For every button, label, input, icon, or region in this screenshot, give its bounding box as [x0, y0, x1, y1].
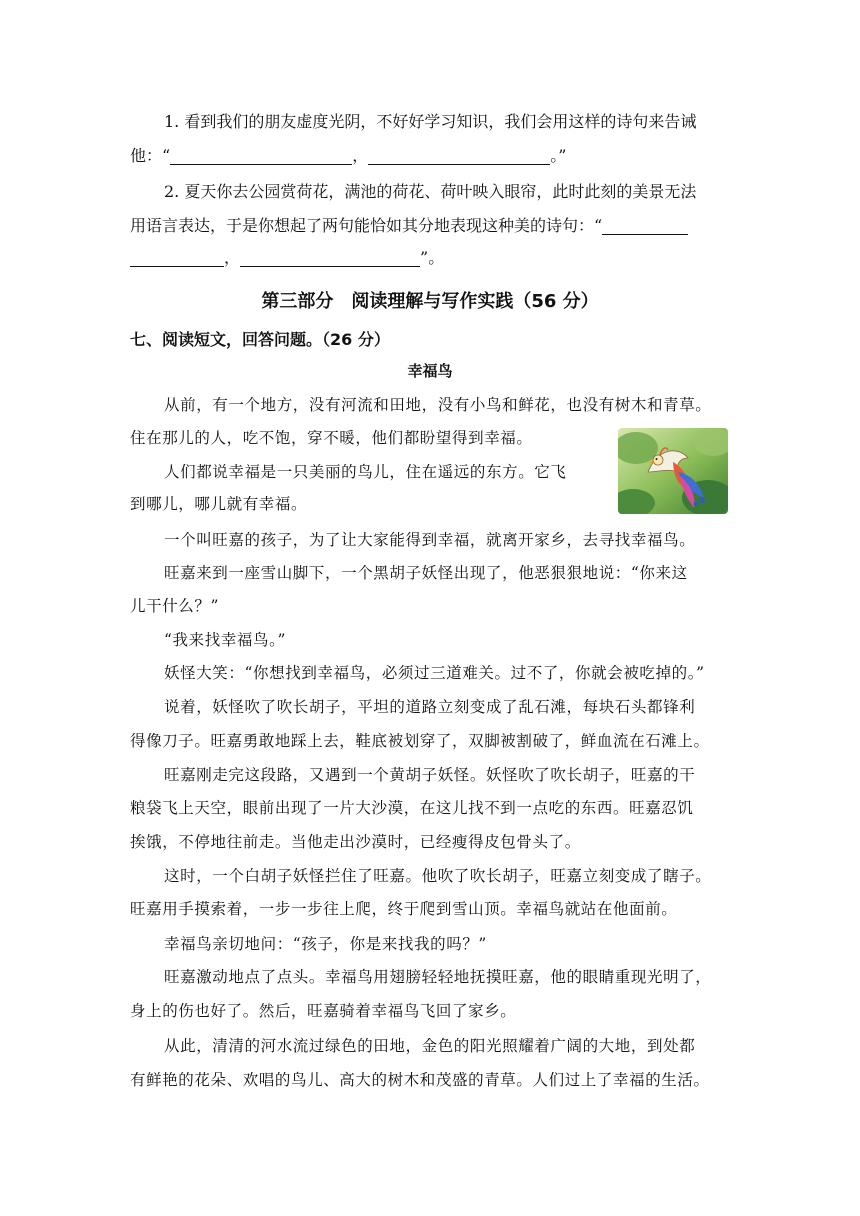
story-line: 旺嘉激动地点了点头。幸福鸟用翅膀轻轻地抚摸旺嘉，他的眼睛重现光明了， — [164, 968, 712, 986]
story-line: 幸福鸟亲切地问：“孩子，你是来找我的吗？” — [164, 935, 487, 953]
story-line: 有鲜艳的花朵、欢唱的鸟儿、高大的树木和茂盛的青草。人们过上了幸福的生活。 — [130, 1071, 710, 1089]
story-line: 旺嘉用手摸索着，一步一步往上爬，终于爬到雪山顶。幸福鸟就站在他面前。 — [130, 900, 678, 918]
story-line: 这时，一个白胡子妖怪拦住了旺嘉。他吹了吹长胡子，旺嘉立刻变成了瞎子。 — [164, 867, 712, 885]
question-2-text: 2. 夏天你去公园赏荷花，满池的荷花、荷叶映入眼帘，此时此刻的美景无法 — [164, 182, 697, 201]
question-2-prompt: 用语言表达，于是你想起了两句能恰如其分地表现这种美的诗句：“ — [130, 216, 603, 235]
story-line: 身上的伤也好了。然后，旺嘉骑着幸福鸟飞回了家乡。 — [130, 1002, 517, 1020]
story-line: “我来找幸福鸟。” — [164, 631, 286, 649]
story-line: 旺嘉来到一座雪山脚下，一个黑胡子妖怪出现了，他恶狠狠地说：“你来这 — [164, 564, 688, 582]
story-line: 从前，有一个地方，没有河流和田地，没有小鸟和鲜花，也没有树木和青草。 — [164, 396, 712, 414]
question-2-line-3 — [130, 248, 444, 268]
story-line: 妖怪大笑：“你想找到幸福鸟，必须过三道难关。过不了，你就会被吃掉的。” — [164, 664, 705, 682]
story-line: 儿干什么？” — [130, 597, 220, 615]
question-1-suffix: 。” — [550, 146, 567, 165]
story-line: 人们都说幸福是一只美丽的鸟儿，住在遥远的东方。它飞 — [164, 463, 567, 481]
story-line: 到哪儿，哪儿就有幸福。 — [130, 495, 308, 513]
story-line: 住在那儿的人，吃不饱，穿不暖，他们都盼望得到幸福。 — [130, 429, 533, 447]
question-2-suffix: ”。 — [420, 248, 445, 267]
story-line: 挨饿，不停地往前走。当他走出沙漠时，已经瘦得皮包骨头了。 — [130, 833, 581, 851]
question-1-answer-line — [130, 146, 566, 166]
question-2-separator: ， — [224, 248, 241, 267]
story-line: 从此，清清的河水流过绿色的田地，金色的阳光照耀着广阔的大地，到处都 — [164, 1037, 696, 1055]
question-1-blank-1[interactable] — [170, 148, 352, 165]
question-2-blank-1[interactable] — [602, 218, 688, 235]
question-1-separator: ， — [352, 146, 369, 165]
story-title: 幸福鸟 — [407, 362, 453, 380]
phoenix-bird-illustration — [618, 428, 728, 514]
question-heading: 七、阅读短文，回答问题。（26 分） — [130, 330, 390, 349]
section-title: 第三部分 阅读理解与写作实践（56 分） — [261, 291, 599, 312]
story-line: 粮袋飞上天空，眼前出现了一片大沙漠，在这儿找不到一点吃的东西。旺嘉忍饥 — [130, 799, 694, 817]
story-line: 得像刀子。旺嘉勇敢地踩上去，鞋底被划穿了，双脚被割破了，鲜血流在石滩上。 — [130, 732, 710, 750]
question-2-blank-1-cont[interactable] — [130, 250, 224, 267]
question-1-text: 1. 看到我们的朋友虚度光阴，不好好学习知识，我们会用这样的诗句来告诫 — [164, 112, 697, 131]
question-1-prefix: 他：“ — [130, 146, 171, 165]
story-line: 说着，妖怪吹了吹长胡子，平坦的道路立刻变成了乱石滩，每块石头都锋利 — [164, 698, 696, 716]
question-2-blank-2[interactable] — [240, 250, 420, 267]
story-line: 一个叫旺嘉的孩子，为了让大家能得到幸福，就离开家乡，去寻找幸福鸟。 — [164, 531, 696, 549]
bird-illustration-icon — [618, 428, 728, 514]
question-1-blank-2[interactable] — [368, 148, 550, 165]
story-line: 旺嘉刚走完这段路，又遇到一个黄胡子妖怪。妖怪吹了吹长胡子，旺嘉的干 — [164, 766, 696, 784]
question-2-line-2 — [130, 216, 688, 236]
